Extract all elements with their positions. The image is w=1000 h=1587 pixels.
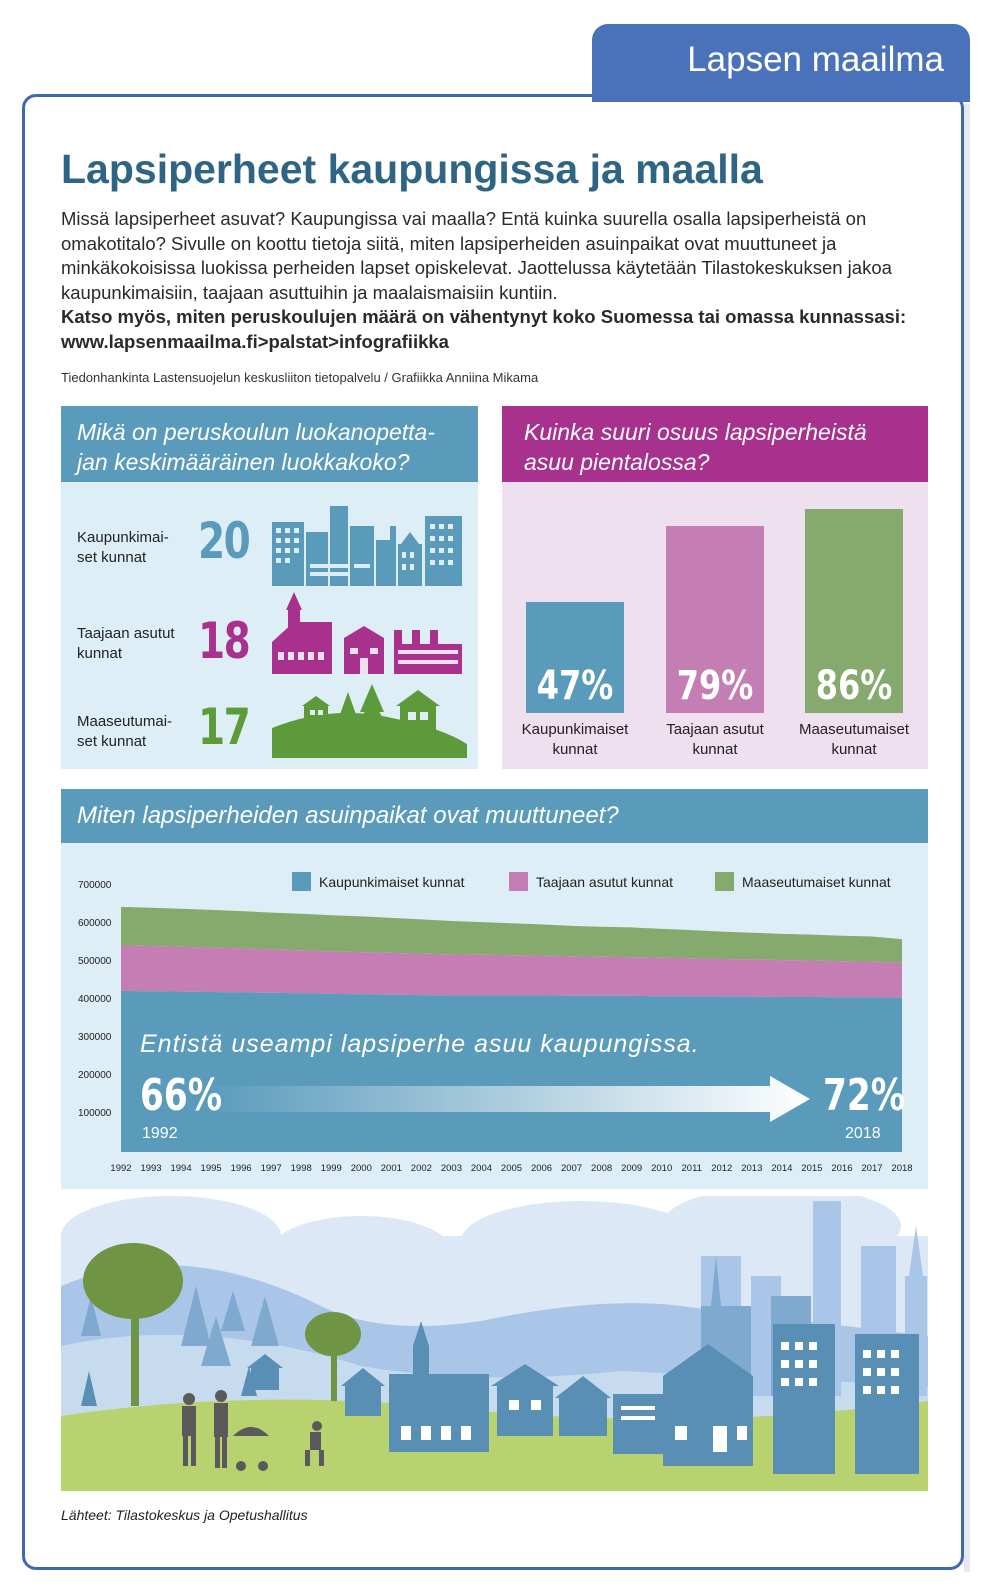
start-percentage: 66% (140, 1070, 223, 1121)
row-label-rural-line1: Maaseutumai- (77, 713, 173, 730)
class-size-title-line2: jan keskimääräinen luokkakoko? (77, 449, 410, 475)
x-tick-label: 2001 (380, 1163, 402, 1174)
y-tick-label: 100000 (78, 1108, 112, 1119)
intro-paragraph: Missä lapsiperheet asuvat? Kaupungissa vai maalla? Entä kuinka suurella osalla lapsiperheistä on omakotitalo? Sivulle on koottu tietoja siitä, miten lapsiperheiden asuinpaikat ovat muuttuneet ja minkäkokoisissa luokissa perheiden lapset opiskelevat. Jaottelussa käytetään Tilastokeskuksen jakoa kaupunkimaisiin, taajaan asuttuihin ja maalaismaisiin kuntiin. (61, 208, 892, 303)
landscape-illustration (61, 1196, 928, 1491)
x-tick-label: 2016 (831, 1163, 853, 1174)
y-tick-label: 600000 (78, 918, 112, 929)
x-tick-label: 1997 (260, 1163, 282, 1174)
y-tick-label: 400000 (78, 994, 112, 1005)
y-tick-label: 200000 (78, 1070, 112, 1081)
detached-title-line2: asuu pientalossa? (524, 449, 710, 475)
class-size-title-line1: Mikä on peruskoulun luokanopetta- (77, 419, 436, 445)
end-year: 2018 (845, 1125, 881, 1142)
detached-title-line1: Kuinka suuri osuus lapsiperheistä (524, 419, 867, 445)
intro-link-url[interactable]: www.lapsenmaailma.fi>palstat>infografiikka (61, 330, 449, 352)
y-tick-label: 500000 (78, 956, 112, 967)
x-tick-label: 2008 (591, 1163, 613, 1174)
detached-bar-value-0: 47% (536, 663, 614, 709)
row-label-urban-line2: set kunnat (77, 549, 147, 566)
row-label-semi-line2: kunnat (77, 645, 123, 662)
class-size-semi-value: 18 (198, 612, 250, 670)
detached-bar-label-2: Maaseutumaiset kunnat (798, 721, 910, 758)
row-label-semi-line1: Taajaan asutut (77, 625, 175, 642)
x-tick-label: 2012 (711, 1163, 733, 1174)
y-tick-label: 700000 (78, 880, 112, 891)
class-size-rural-value: 17 (198, 698, 250, 756)
x-tick-label: 1995 (200, 1163, 222, 1174)
area-series-0 (121, 991, 902, 1152)
x-tick-label: 2014 (771, 1163, 793, 1174)
x-tick-label: 1994 (170, 1163, 192, 1174)
x-tick-label: 2018 (891, 1163, 913, 1174)
x-tick-label: 2003 (440, 1163, 462, 1174)
chart-title: Miten lapsiperheiden asuinpaikat ovat muuttuneet? (61, 789, 928, 843)
detached-bar-label-0: Kaupunkimaiset kunnat (521, 721, 629, 758)
x-tick-label: 2010 (651, 1163, 673, 1174)
end-percentage: 72% (823, 1070, 906, 1121)
class-size-urban-value: 20 (198, 512, 250, 570)
x-tick-label: 1993 (140, 1163, 162, 1174)
y-tick-label: 300000 (78, 1032, 112, 1043)
x-tick-label: 2000 (350, 1163, 372, 1174)
detached-bar-value-1: 79% (676, 663, 754, 709)
detached-bar-value-2: 86% (815, 663, 893, 709)
x-tick-label: 1996 (230, 1163, 252, 1174)
intro-link-text: Katso myös, miten peruskoulujen määrä on vähentynyt koko Suomessa tai omassa kunnassasi: (61, 306, 907, 327)
annotation-text: Entistä useampi lapsiperhe asuu kaupungissa. (140, 1030, 700, 1058)
row-label-urban-line1: Kaupunkimai- (77, 529, 169, 546)
x-tick-label: 2006 (530, 1163, 553, 1174)
credit-line: Tiedonhankinta Lastensuojelun keskusliiton tietopalvelu / Grafiikka Anniina Mikama (61, 370, 539, 385)
x-tick-label: 2002 (410, 1163, 432, 1174)
source-note: Lähteet: Tilastokeskus ja Opetushallitus (61, 1507, 308, 1523)
page-title: Lapsiperheet kaupungissa ja maalla (61, 146, 763, 192)
legend-semi-label: Taajaan asutut kunnat (536, 874, 673, 890)
detached-bar-label-1: Taajaan asutut kunnat (666, 721, 764, 758)
trend-arrow-icon (205, 1076, 810, 1122)
x-tick-label: 2004 (470, 1163, 493, 1174)
x-tick-label: 2015 (801, 1163, 823, 1174)
x-tick-label: 1999 (320, 1163, 342, 1174)
legend-rural-label: Maaseutumaiset kunnat (742, 874, 891, 890)
x-tick-label: 2013 (741, 1163, 763, 1174)
x-tick-label: 2011 (681, 1163, 702, 1174)
row-label-rural-line2: set kunnat (77, 733, 147, 750)
x-tick-label: 2007 (560, 1163, 583, 1174)
x-tick-label: 2005 (500, 1163, 523, 1174)
legend-urban-label: Kaupunkimaiset kunnat (319, 874, 465, 890)
x-tick-label: 1998 (290, 1163, 312, 1174)
x-tick-label: 1992 (110, 1163, 132, 1174)
x-tick-label: 2009 (621, 1163, 643, 1174)
magazine-tab-label: Lapsen maailma (687, 40, 944, 79)
start-year: 1992 (142, 1125, 178, 1142)
x-tick-label: 2017 (861, 1163, 883, 1174)
